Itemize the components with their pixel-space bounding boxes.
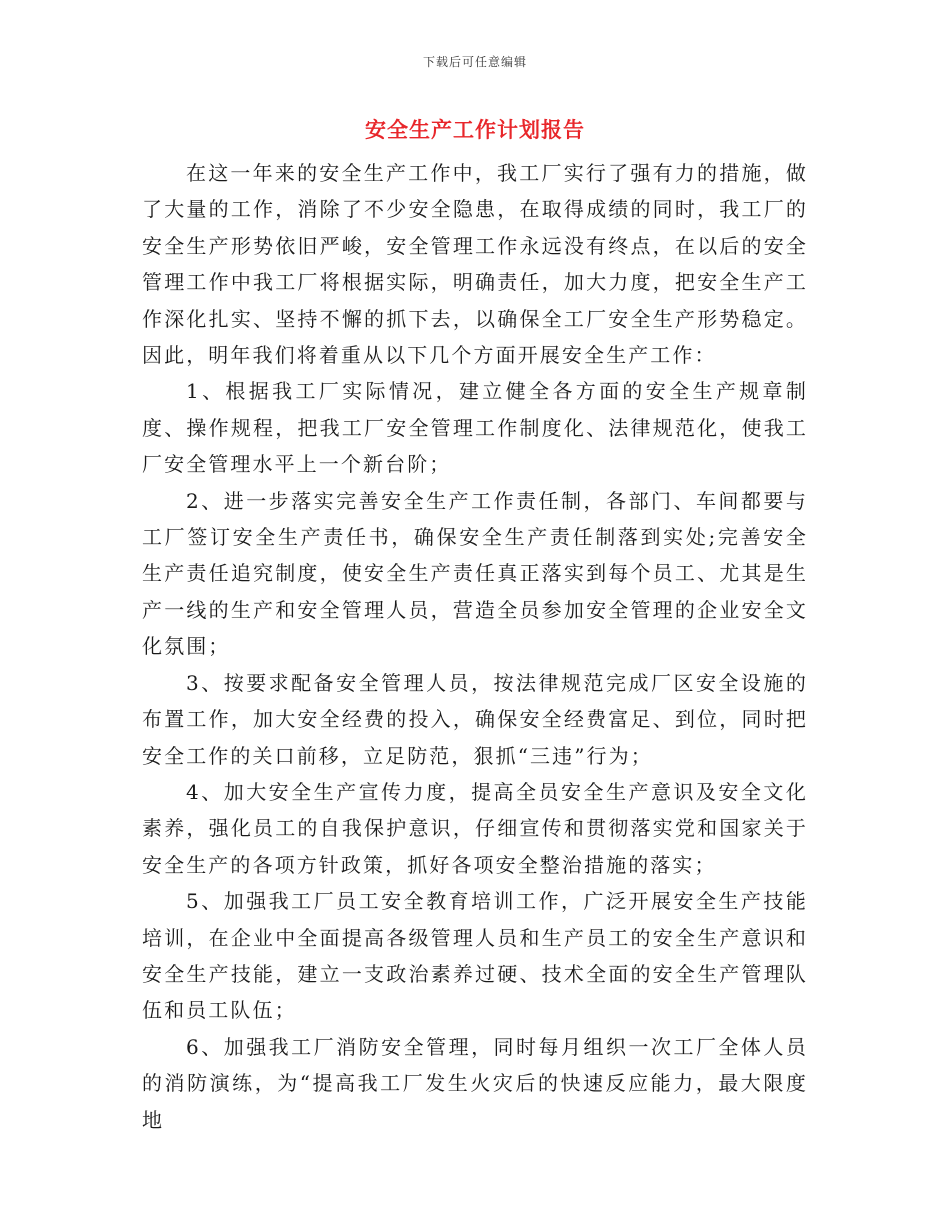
document-body xyxy=(142,155,808,1138)
paragraph-item-4: 4、加大安全生产宣传力度，提高全员安全生产意识及安全文化素养，强化员工的自我保护意识，仔细宣传和贯彻落实党和国家关于安全生产的各项方针政策，抓好各项安全整治措施的落实； xyxy=(142,779,808,877)
paragraph-intro: 在这一年来的安全生产工作中，我工厂实行了强有力的措施，做了大量的工作，消除了不少安全隐患，在取得成绩的同时，我工厂的安全生产形势依旧严峻，安全管理工作永远没有终点，在以后的安全管理工作中我工厂将根据实际，明确责任，加大力度，把安全生产工作深化扎实、坚持不懈的抓下去，以确保全工厂安全生产形势稳定。因此，明年我们将着重从以下几个方面开展安全生产工作： xyxy=(142,161,808,368)
document-title: 安全生产工作计划报告 xyxy=(365,117,585,142)
paragraph-item-1: 1、根据我工厂实际情况，建立健全各方面的安全生产规章制度、操作规程，把我工厂安全管理工作制度化、法律规范化，使我工厂安全管理水平上一个新台阶； xyxy=(142,379,808,477)
paragraph-item-6: 6、加强我工厂消防安全管理，同时每月组织一次工厂全体人员的消防演练，为“提高我工厂发生火灾后的快速反应能力，最大限度地 xyxy=(142,1034,808,1132)
paragraph-item-5: 5、加强我工厂员工安全教育培训工作，广泛开展安全生产技能培训，在企业中全面提高各级管理人员和生产员工的安全生产意识和安全生产技能，建立一支政治素养过硬、技术全面的安全生产管理队伍和员工队伍； xyxy=(142,889,808,1023)
paragraph-item-2: 2、进一步落实完善安全生产工作责任制，各部门、车间都要与工厂签订安全生产责任书，确保安全生产责任制落到实处;完善安全生产责任追究制度，使安全生产责任真正落实到每个员工、尤其是生产一线的生产和安全管理人员，营造全员参加安全管理的企业安全文化氛围； xyxy=(142,488,808,659)
page-header: 下载后可任意编辑 xyxy=(422,55,527,69)
paragraph-item-3: 3、按要求配备安全管理人员，按法律规范完成厂区安全设施的布置工作，加大安全经费的投入，确保安全经费富足、到位，同时把安全工作的关口前移，立足防范，狠抓“三违”行为； xyxy=(142,670,808,768)
